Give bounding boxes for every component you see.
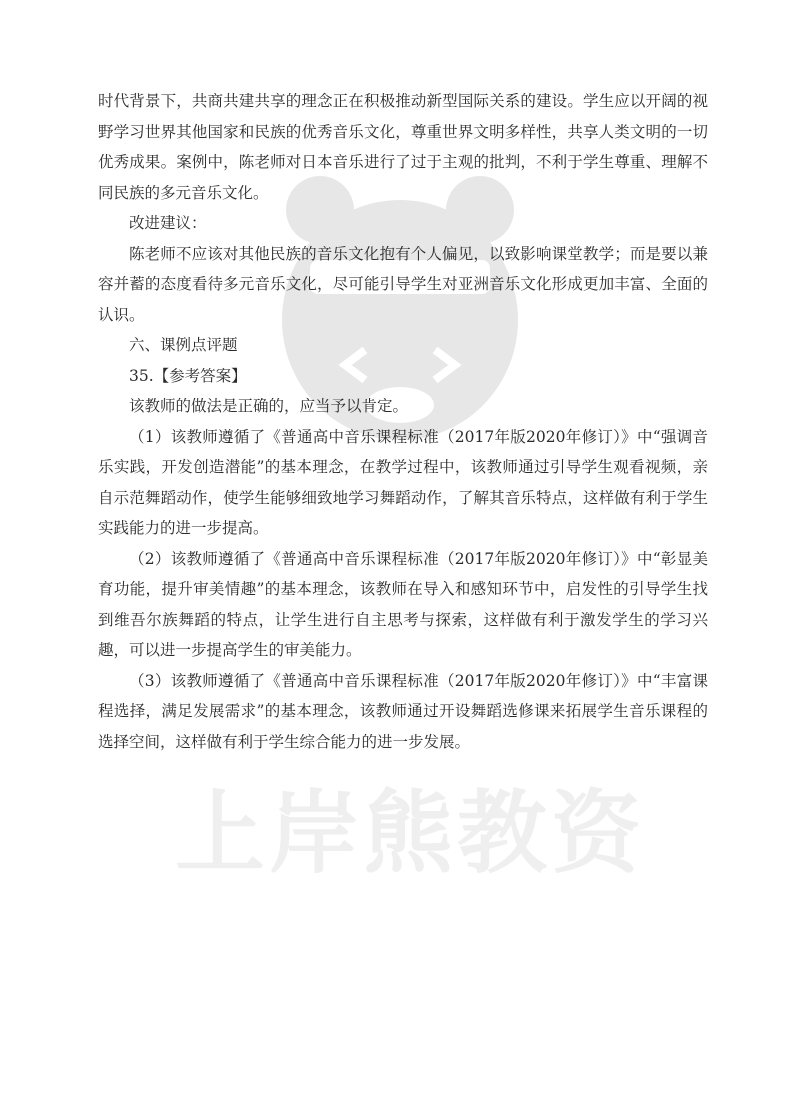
paragraph-point-3: （3）该教师遵循了《普通高中音乐课程标准（2017年版2020年修订）》中“丰富课程选择，满足发展需求”的基本理念，该教师通过开设舞蹈选修课来拓展学生音乐课程的选择空间，这样做有利于学生综合能力的进一步发展。 xyxy=(98,671,708,751)
paragraph-verdict: 该教师的做法是正确的，应当予以肯定。 xyxy=(129,397,409,415)
section-heading: 六、课例点评题 xyxy=(129,336,238,354)
paragraph-suggestion-heading: 改进建议： xyxy=(129,214,207,232)
question-number: 35.【参考答案】 xyxy=(129,366,247,385)
paragraph-suggestion: 陈老师不应该对其他民族的音乐文化抱有个人偏见，以致影响课堂教学；而是要以兼容并蓄的态度看待多元音乐文化，尽可能引导学生对亚洲音乐文化形成更加丰富、全面的认识。 xyxy=(98,244,708,324)
paragraph-point-2: （2）该教师遵循了《普通高中音乐课程标准（2017年版2020年修订）》中“彰显美育功能，提升审美情趣”的基本理念，该教师在导入和感知环节中，启发性的引导学生找到维吾尔族舞蹈的特点，让学生进行自主思考与探索，这样做有利于激发学生的学习兴趣，可以进一步提高学生的审美能力。 xyxy=(98,549,708,659)
paragraph-context: 时代背景下，共商共建共享的理念正在积极推动新型国际关系的建设。学生应以开阔的视野学习世界其他国家和民族的优秀音乐文化，尊重世界文明多样性，共享人类文明的一切优秀成果。案例中，陈老师对日本音乐进行了过于主观的批判，不利于学生尊重、理解不同民族的多元音乐文化。 xyxy=(98,92,708,202)
watermark-text: 上岸熊教资 xyxy=(175,781,645,886)
paragraph-point-1: （1）该教师遵循了《普通高中音乐课程标准（2017年版2020年修订）》中“强调音乐实践，开发创造潜能”的基本理念，在教学过程中，该教师通过引导学生观看视频，亲自示范舞蹈动作，使学生能够细致地学习舞蹈动作，了解其音乐特点，这样做有利于学生实践能力的进一步提高。 xyxy=(98,427,708,537)
document-body xyxy=(98,86,708,757)
